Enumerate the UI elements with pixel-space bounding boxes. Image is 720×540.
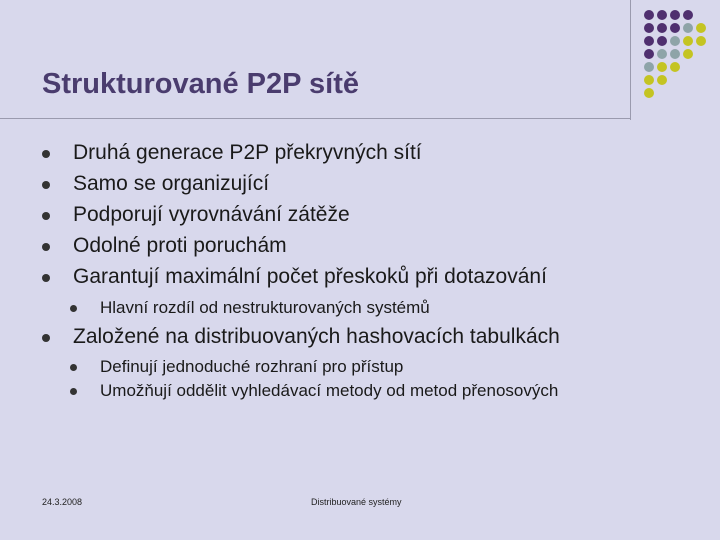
footer-course: Distribuované systémy	[311, 497, 402, 507]
bullet-dot	[42, 212, 50, 220]
bullet-item	[73, 234, 287, 258]
bullet-item	[73, 172, 269, 196]
bullet-dot	[42, 243, 50, 251]
sub-bullet-text: Umožňují oddělit vyhledávací metody od metod přenosových	[100, 381, 559, 400]
bullet-item	[73, 141, 422, 165]
sub-bullet-text: Definují jednoduché rozhraní pro přístup	[100, 357, 404, 376]
bullet-dot	[42, 334, 50, 342]
bullet-dot	[70, 388, 77, 395]
bullet-dot	[42, 181, 50, 189]
bullet-dot	[70, 364, 77, 371]
bullet-item	[73, 265, 547, 289]
slide-title: Strukturované P2P sítě	[42, 68, 359, 100]
bullet-item	[73, 325, 560, 349]
bullet-text: Garantují maximální počet přeskoků při dotazování	[73, 265, 547, 288]
bullet-dot	[42, 274, 50, 282]
bullet-text: Druhá generace P2P překryvných sítí	[73, 141, 422, 164]
bullet-dot	[42, 150, 50, 158]
sub-bullet-text: Hlavní rozdíl od nestrukturovaných systémů	[100, 298, 430, 317]
sub-bullet-item	[100, 357, 403, 377]
bullet-dot	[70, 305, 77, 312]
footer-date: 24.3.2008	[42, 497, 83, 507]
bullet-text: Samo se organizující	[73, 172, 270, 195]
bullet-text: Založené na distribuovaných hashovacích tabulkách	[73, 325, 560, 348]
sub-bullet-item	[100, 298, 430, 318]
bullet-item	[73, 203, 350, 227]
sub-bullet-item	[100, 381, 558, 401]
bullet-text: Podporují vyrovnávání zátěže	[73, 203, 350, 226]
bullet-text: Odolné proti poruchám	[73, 234, 287, 257]
